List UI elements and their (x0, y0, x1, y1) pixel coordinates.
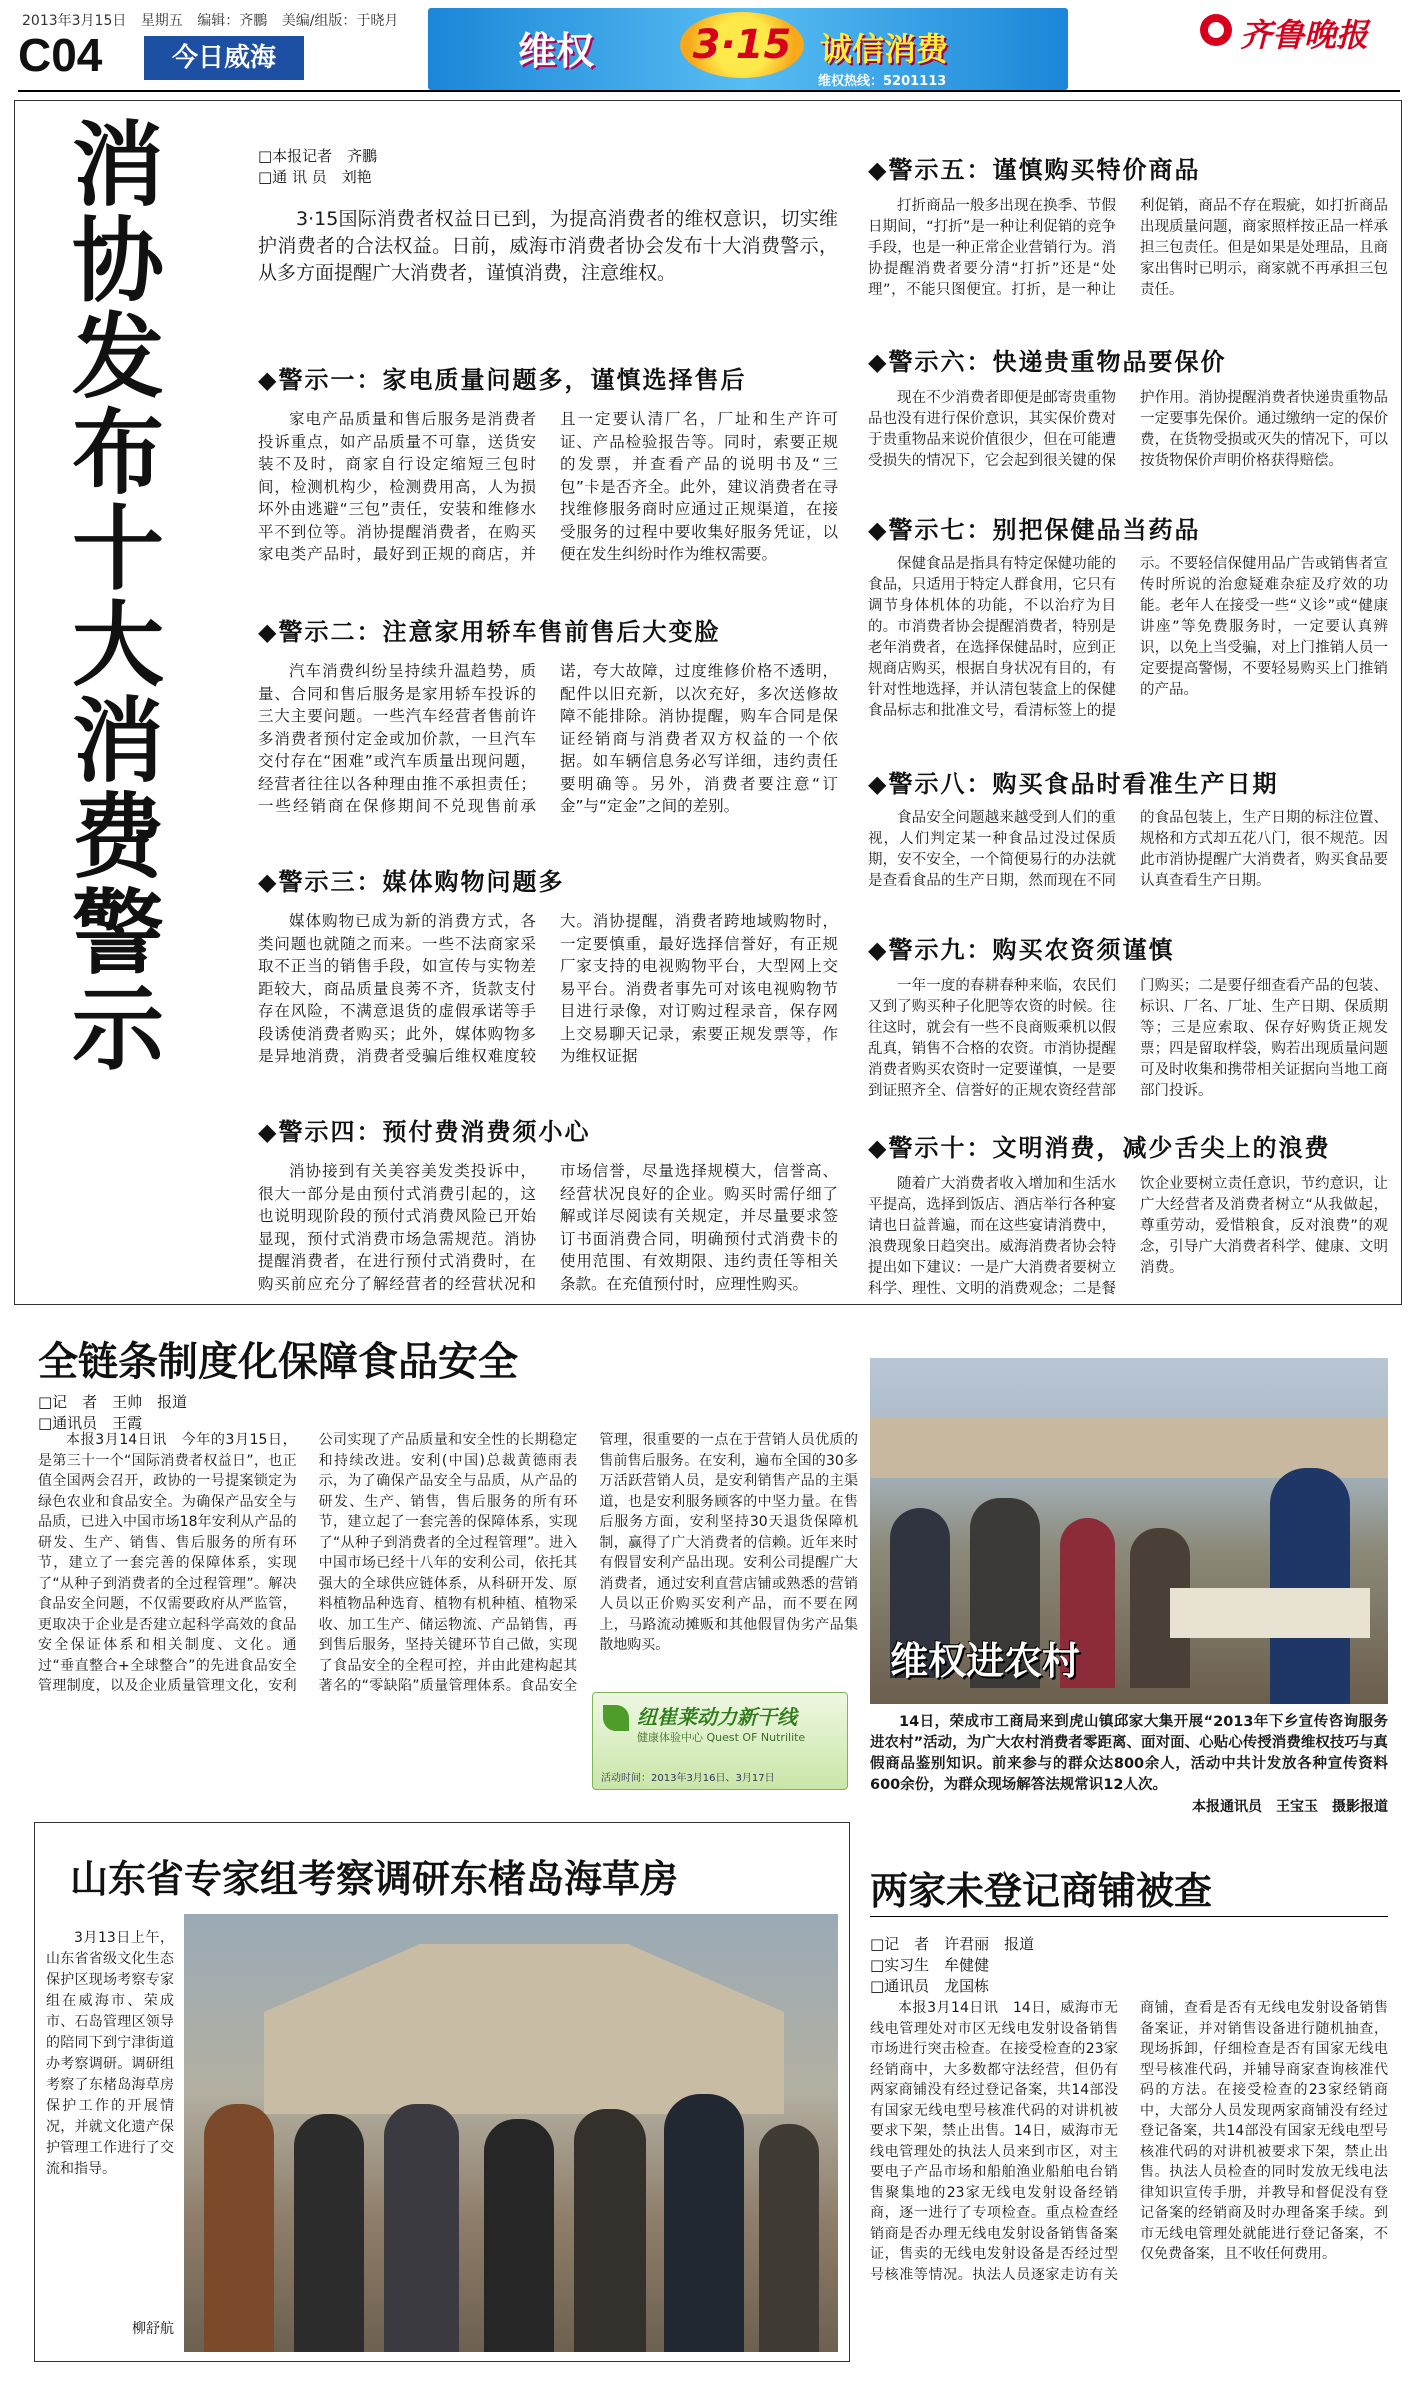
banner-right: 诚信消费 (820, 30, 949, 68)
banner-left: 维权 (518, 29, 595, 73)
warning-7-body: 保健食品是指具有特定保健功能的食品，只适用于特定人群食用，它只有调节身体机体的功能，不以治疗为目的。市消费者协会提醒消费者，特别是老年消费者，在选择保健品时，应到正规商店购买，根据自身状况有目的，有针对性地选择，并认清包装盒上的保健食品标志和批准文号，看清标签上的提示。不要轻信保健用品广告或销售者宣传时所说的治愈疑难杂症及疗效的功能。老年人在接受一些“义诊”或“健康讲座”等免费服务时，一定要认真辨识，以免上当受骗，对上门推销人员一定要提高警惕，不要轻易购买上门推销的产品。 (868, 556, 1388, 719)
warning-9-body: 一年一度的春耕春种来临，农民们又到了购买种子化肥等农资的时候。往往这时，就会有一些不良商贩乘机以假乱真，销售不合格的农资。市消协提醒消费者购买农资时一定要谨慎，一是要到证照齐全、信誉好的正规农资经营部门购买；二是要仔细查看产品的包装、标识、厂名、厂址、生产日期、保质期等；三是应索取、保存好购货正规发票；四是留取样袋，购若出现质量问题可及时收集和携带相关证据向当地工商部门投诉。 (868, 978, 1388, 1099)
food-body: 本报3月14日讯 今年的3月15日，是第三十一个“国际消费者权益日”，也正值全国两会召开，政协的一号提案锁定为绿色农业和食品安全。为确保产品安全与品质，已进入中国市场18年安利从产品的研发、生产、销售、售后服务的所有环节，建立了一套完善的保障体系，实现了“从种子到消费者的全过程管理”。解决食品安全问题，不仅需要政府从严监管，更取决于企业是否建立起科学高效的食品安全保证体系和相关制度、文化。通过“垂直整合+全球整合”的先进食品安全管理制度，以及企业质量管理文化，安利公司实现了产品质量和安全性的长期稳定和持续改进。安利(中国)总裁黄德雨表示，为了确保产品安全与品质，从产品的研发、生产、销售，售后服务的所有环节，建立起了一套完善的保障体系，实现了“从种子到消费者的全过程管理”。进入中国市场已经十八年的安利公司，依托其强大的全球供应链体系，从科研开发、原料植物品种选育、植物有机种植、植物采收、加工生产、储运物流、产品销售，再到售后服务，坚持关键环节自己做，实现了食品安全的全程可控，并由此建构起其著名的“零缺陷”质量管理体系。食品安全管理，很重要的一点在于营销人员优质的售前售后服务。在安利，遍布全国的30多万活跃营销人员，是安利销售产品的主渠道，也是安利服务顾客的中坚力量。在售后服务方面，安利坚持30天退货保障机制，赢得了广大消费者的信赖。近年来时有假冒安利产品出现。安利公司提醒广大消费者，通过安利直营店铺或熟悉的营销人员以正价购买安利产品，而不要在网上，马路流动摊贩和其他假冒伪劣产品集散地购买。 (38, 1432, 858, 1694)
warning-10-title: ◆警示十：文明消费，减少舌尖上的浪费 (868, 1133, 1331, 1162)
weekday: 星期五 (140, 13, 183, 29)
rural-photo (870, 1358, 1388, 1704)
shops-byline-reporter: □记 者 许君丽 报道 (870, 1935, 1035, 1953)
page-header (0, 0, 1417, 90)
main-title: 消协发布十大消费警示 (57, 116, 164, 1076)
rural-photo-title: 维权进农村 (890, 1639, 1081, 1683)
ad-footnote: 活动时间：2013年3月16日、3月17日 (601, 1773, 775, 1784)
warning-3-title: ◆警示三：媒体购物问题多 (258, 867, 565, 896)
warning-1-body: 家电产品质量和售后服务是消费者投诉重点，如产品质量不可靠，送货安装不及时，商家自行设定缩短三包时间，检测机构少，检测费用高，人为损坏外由逃避“三包”责任，安装和维修水平不到位等。消协提醒消费者，在购买家电类产品时，最好到正规的商店，并且一定要认清厂名，厂址和生产许可证、产品检验报告等。同时，索要正规的发票，并查看产品的说明书及“三包”卡是否齐全。此外，建议消费者在寻找维修服务商时应通过正规渠道，在接受服务的过程中要收集好服务凭证，以便在发生纠纷时作为维权需要。 (258, 410, 838, 563)
warning-1-title: ◆警示一：家电质量问题多，谨慎选择售后 (258, 365, 747, 394)
nutrilite-ad (592, 1692, 848, 1790)
header-rule (18, 90, 1400, 92)
main-byline (258, 146, 377, 188)
rural-credit: 本报通讯员 王宝玉 摄影报道 (1192, 1799, 1388, 1815)
food-byline-reporter: □记 者 王帅 报道 (38, 1393, 188, 1411)
shops-byline (870, 1934, 1034, 1997)
shops-rule (870, 1916, 1388, 1917)
food-byline (38, 1392, 187, 1434)
315-banner (428, 8, 1068, 90)
ad-subtitle: 健康体验中心 Quest OF Nutrilite (637, 1731, 806, 1744)
warning-8-body: 食品安全问题越来越受到人们的重视，人们判定某一种食品过没过保质期，安不安全，一个简便易行的办法就是查看食品的生产日期，然而现在不同的食品包装上，生产日期的标注位置、规格和方式却五花八门，很不规范。因此市消协提醒广大消费者，购买食品要认真查看生产日期。 (868, 810, 1388, 889)
island-title: 山东省专家组考察调研东楮岛海草房 (70, 1857, 679, 1901)
paper-name: 齐鲁晚报 (1240, 16, 1369, 54)
warning-8-title: ◆警示八：购买食品时看准生产日期 (868, 769, 1279, 798)
designer: 美编/组版：于晓月 (281, 13, 399, 29)
byline-reporter: □本报记者 齐鵬 (258, 147, 378, 165)
island-photo (184, 1914, 838, 2352)
page-number: C04 (18, 29, 103, 81)
ad-title: 纽崔莱动力新干线 (637, 1705, 797, 1729)
warning-4-title: ◆警示四：预付费消费须小心 (258, 1117, 591, 1146)
paper-logo (1200, 8, 1400, 52)
section-label: 今日威海 (144, 36, 304, 80)
byline-correspondent: □通 讯 员 刘艳 (258, 168, 372, 186)
warning-3-body: 媒体购物已成为新的消费方式，各类问题也就随之而来。一些不法商家采取不正当的销售手段，如宣传与实物差距较大，商品质量良莠不齐，货款支付存在风险，不满意退货的虚假承诺等手段诱使消费者购买；此外，媒体购物多是异地消费，消费者受骗后维权难度较大。消协提醒，消费者跨地域购物时，一定要慎重，最好选择信誉好，有正规厂家支持的电视购物平台，大型网上交易平台。消费者事先可对该电视购物节目进行录像，对订购过程录音，保存网上交易聊天记录，索要正规发票等，作为维权证据 (258, 912, 838, 1065)
warning-2-title: ◆警示二：注意家用轿车售前售后大变脸 (258, 617, 721, 646)
hotline: 维权热线：5201113 (818, 74, 947, 89)
warning-7-title: ◆警示七：别把保健品当药品 (868, 515, 1201, 544)
warning-9-title: ◆警示九：购买农资须谨慎 (868, 935, 1175, 964)
warning-10-body: 随着广大消费者收入增加和生活水平提高，选择到饭店、酒店举行各种宴请也日益普遍，而在这些宴请消费中，浪费现象日趋突出。威海消费者协会特提出如下建议：一是广大消费者要树立科学、理性、文明的消费观念；二是餐饮企业要树立责任意识，节约意识，让广大经营者及消费者树立“从我做起，尊重劳动，爱惜粮食，反对浪费”的观念，引导广大消费者科学、健康、文明消费。 (868, 1176, 1388, 1297)
banner-315: 3·15 (680, 12, 804, 78)
island-author: 柳舒航 (132, 2321, 174, 2337)
warning-5-body: 打折商品一般多出现在换季、节假日期间，“打折”是一种让利促销的竞争手段，也是一种正常企业营销行为。消协提醒消费者要分清“打折”还是“处理”，不能只图便宜。打折，是一种让利促销，商品不存在瑕疵，如打折商品出现质量问题，商家照样按正品一样承担三包责任。但是如果是处理品，且商家出售时已明示，商家就不再承担三包责任。 (868, 198, 1388, 298)
warning-4-body: 消协接到有关美容美发类投诉中，很大一部分是由预付式消费引起的，这也说明现阶段的预付式消费风险已开始显现，预付式消费市场急需规范。消协提醒消费者，在进行预付式消费时，在购买前应充分了解经营者的经营状况和市场信誉，尽量选择规模大，信誉高、经营状况良好的企业。购买时需仔细了解或详尽阅读有关规定，并尽量要求签订书面消费合同，明确预付式消费卡的使用范围、有效期限、违约责任等相关条款。在充值预付时，应理性购买。 (258, 1162, 838, 1293)
issue-date: 2013年3月15日 (22, 13, 127, 29)
warning-6-body: 现在不少消费者即便是邮寄贵重物品也没有进行保价意识，其实保价费对于贵重物品来说价值很少，但在可能遭受损失的情况下，它会起到很关键的保护作用。消协提醒消费者快递贵重物品一定要事先保价。通过缴纳一定的保价费，在货物受损或灭失的情况下，可以按货物保价声明价格获得赔偿。 (868, 390, 1388, 469)
shops-body: 本报3月14日讯 14日，威海市无线电管理处对市区无线电发射设备销售市场进行突击检查。在接受检查的23家经销商中，大多数都守法经营，但仍有两家商铺没有经过登记备案，共14部没有国家无线电型号核准代码的对讲机被要求下架，禁止出售。14日，威海市无线电管理处的执法人员来到市区，对主要电子产品市场和船舶渔业船舶电台销售聚集地的23家无线电发射设备经销商，逐一进行了专项检查。重点检查经销商是否办理无线电发射设备销售备案证，售卖的无线电发射设备是否经过型号核准等情况。执法人员逐家走访有关商铺，查看是否有无线电发射设备销售备案证，并对销售设备进行随机抽查，现场拆卸，仔细检查是否有国家无线电型号核准代码，并辅导商家查询核准代码的方法。在接受检查的23家经销商中，大部分人员发现两家商铺没有经过登记备案，共14部没有国家无线电型号核准代码的对讲机被要求下架，禁止出售。执法人员检查的同时发放无线电法律知识宣传手册，并教导和督促没有登记备案的经销商及时办理备案手续。到市无线电管理处就能进行登记备案，不仅免费备案，且不收任何费用。 (870, 2000, 1388, 2283)
editor: 编辑：齐鵬 (197, 13, 268, 29)
main-lead: 3·15国际消费者权益日已到，为提高消费者的维权意识，切实维护消费者的合法权益。日前，威海市消费者协会发布十大消费警示，从多方面提醒广大消费者，谨慎消费，注意维权。 (258, 208, 838, 284)
food-title: 全链条制度化保障食品安全 (38, 1339, 518, 1385)
island-body: 3月13日上午，山东省省级文化生态保护区现场考察专家组在威海市、荣成市、石岛管理区领导的陪同下到宁津街道办考察调研。调研组考察了东楮岛海草房保护工作的开展情况，并就文化遗产保护管理工作进行了交流和指导。 (46, 1930, 174, 2177)
header-meta (22, 10, 398, 30)
shops-byline-intern: □实习生 牟健健 (870, 1956, 990, 1974)
warning-2-body: 汽车消费纠纷呈持续升温趋势，质量、合同和售后服务是家用轿车投诉的三大主要问题。一些汽车经营者售前许多消费者预付定金或加价款，一旦汽车交付存在“困难”或汽车质量出现问题，经营者往往以各种理由推不承担责任；一些经销商在保修期间不兑现售前承诺，夸大故障，过度维修价格不透明，配件以旧充新，以次充好，多次送修故障不能排除。消协提醒，购车合同是保证经销商与消费者双方权益的一个依据。如车辆信息务必写详细，违约责任要明确等。另外，消费者要注意“订金”与“定金”之间的差别。 (258, 662, 838, 815)
nutrilite-leaf-icon (603, 1705, 629, 1731)
warning-5-title: ◆警示五：谨慎购买特价商品 (868, 155, 1201, 184)
food-byline-correspondent: □通讯员 王霞 (38, 1414, 143, 1432)
warning-6-title: ◆警示六：快递贵重物品要保价 (868, 347, 1227, 376)
rural-caption: 14日，荣成市工商局来到虎山镇邱家大集开展“2013年下乡宣传咨询服务进农村”活动，为广大农村消费者零距离、面对面、心贴心传授消费维权技巧与真假商品鉴别知识。前来参与的群众达800余人，活动中共计发放各种宣传资料600余份，为群众现场解答法规常识12人次。 (870, 1714, 1388, 1793)
shops-title: 两家未登记商铺被查 (870, 1869, 1213, 1913)
shops-byline-correspondent: □通讯员 龙国栋 (870, 1977, 990, 1995)
